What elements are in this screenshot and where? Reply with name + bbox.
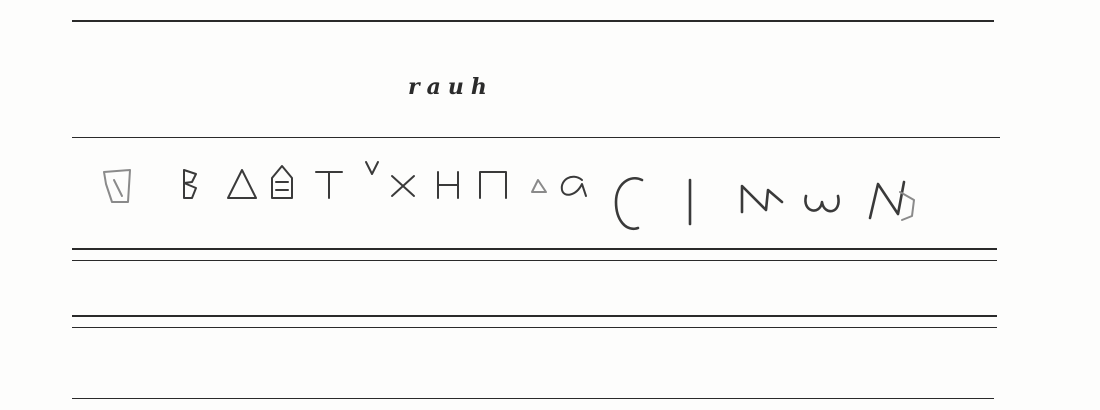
inscription-glyph-6	[366, 162, 378, 174]
ruled-line-5	[72, 315, 997, 317]
inscription-drawing	[92, 150, 1012, 245]
inscription-glyph-14	[742, 186, 782, 212]
ruled-line-7	[72, 398, 994, 399]
inscription-glyph-11	[562, 177, 586, 196]
inscription-glyph-5	[316, 172, 342, 198]
inscription-glyph-10	[532, 180, 546, 192]
inscription-glyph-3	[228, 170, 256, 198]
inscription-glyph-2	[184, 170, 196, 198]
inscription-glyph-7	[392, 176, 414, 196]
ruled-line-3	[72, 248, 997, 250]
ruled-line-4	[72, 260, 997, 261]
ruled-line-1	[72, 20, 994, 22]
inscription-glyph-4	[272, 166, 292, 198]
ruled-line-2	[72, 137, 1000, 138]
section-label: rauh	[408, 74, 494, 100]
ruled-line-6	[72, 327, 997, 328]
inscription-glyph-8	[438, 172, 458, 198]
inscription-glyph-16	[870, 182, 914, 220]
inscription-glyph-12	[616, 178, 642, 229]
inscription-glyph-15	[805, 196, 838, 211]
inscription-glyph-1	[104, 170, 130, 202]
inscription-glyph-9	[480, 172, 506, 198]
